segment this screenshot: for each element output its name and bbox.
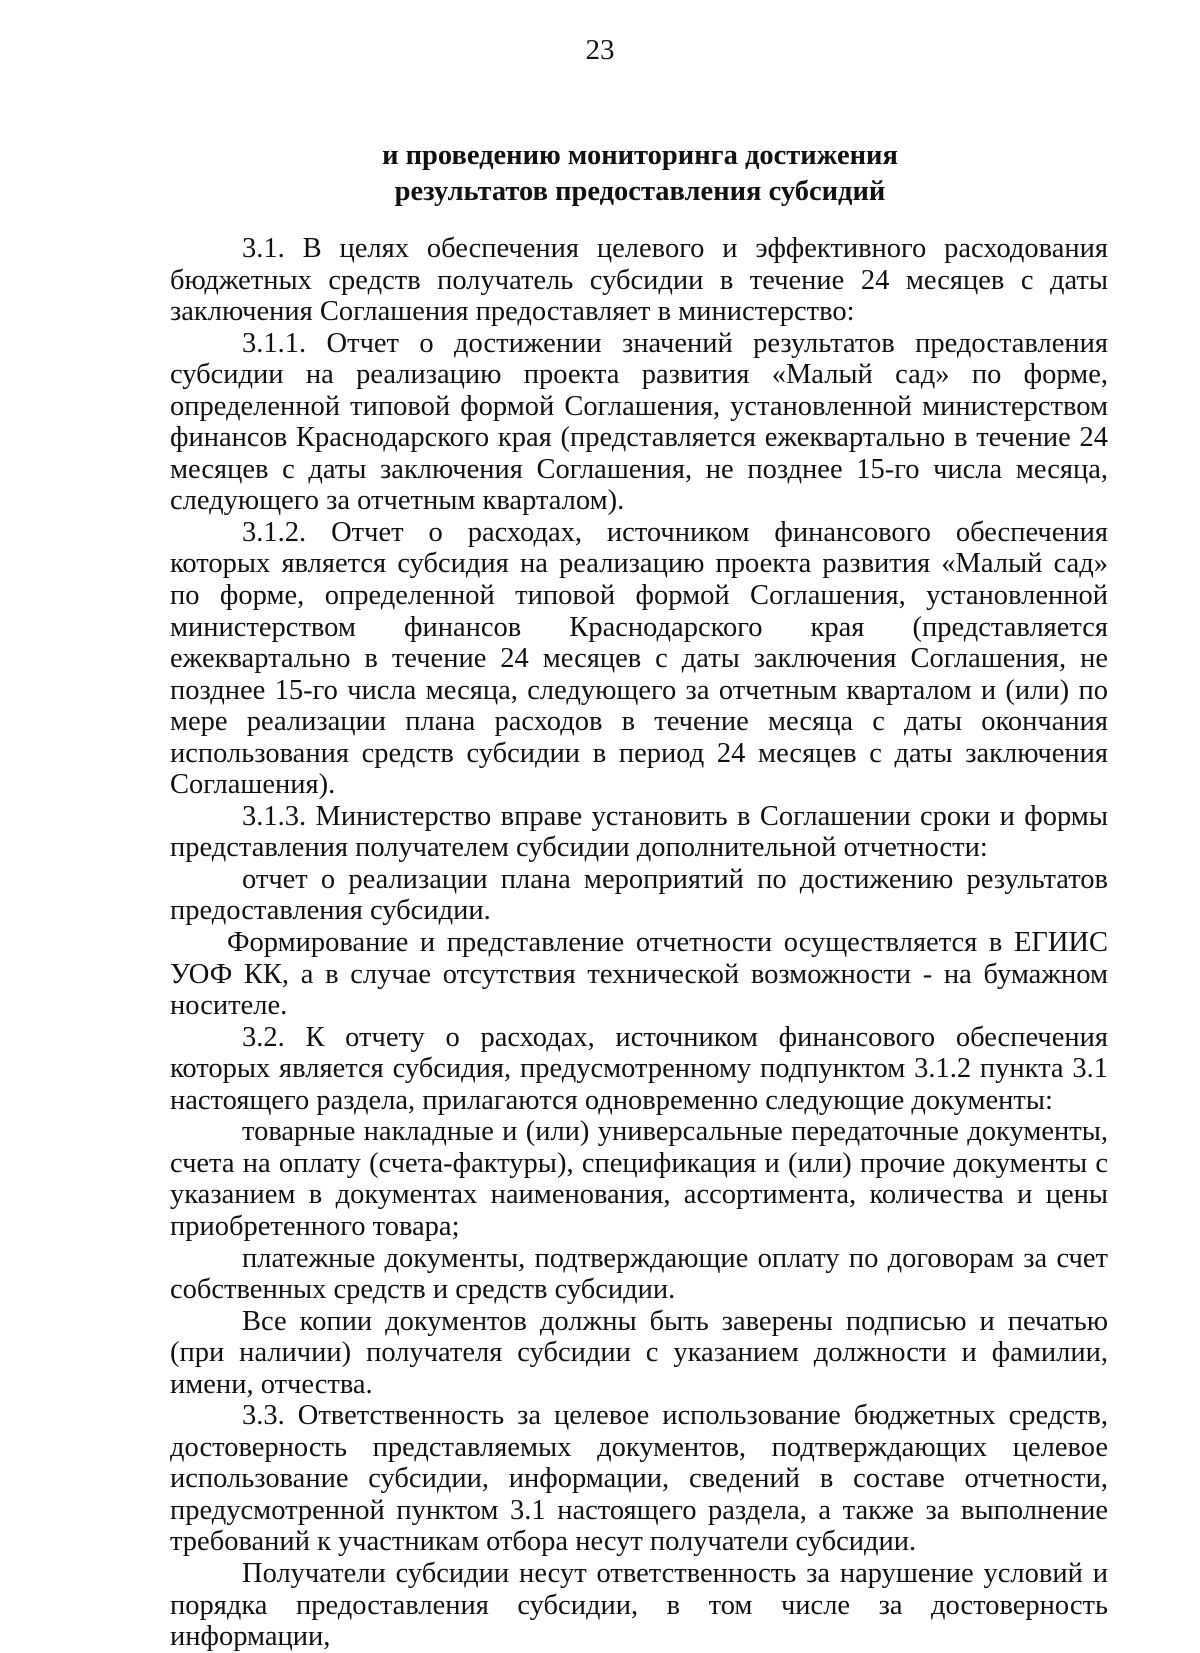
paragraph-report-item: отчет о реализации плана мероприятий по достижению результатов предоставления субсидии. xyxy=(170,863,1108,927)
paragraph-reporting-format: Формирование и представление отчетности осуществляется в ЕГИИС УОФ КК, а в случае отсутствия технической возможности - на бумажном носителе. xyxy=(170,927,1108,1022)
paragraph-3-1-3: 3.1.3. Министерство вправе установить в Соглашении сроки и формы представления получателем субсидии дополнительной отчетности: xyxy=(170,800,1108,864)
paragraph-copies-certification: Все копии документов должны быть заверены подписью и печатью (при наличии) получателя субсидии с указанием должности и фамилии, имени, отчества. xyxy=(170,1305,1108,1400)
paragraph-3-2: 3.2. К отчету о расходах, источником финансового обеспечения которых является субсидия, предусмотренному подпунктом 3.1.2 пункта 3.1 настоящего раздела, прилагаются одновременно следующие документы: xyxy=(170,1021,1108,1116)
paragraph-payment-documents: платежные документы, подтверждающие оплату по договорам за счет собственных средств и средств субсидии. xyxy=(170,1242,1108,1306)
document-body xyxy=(170,233,1108,1653)
paragraph-documents-list: товарные накладные и (или) универсальные передаточные документы, счета на оплату (счета-фактуры), спецификация и (или) прочие документы с указанием в документах наименования, ассортимента, количества и цены приобретенного товара; xyxy=(170,1116,1108,1242)
paragraph-3-1: 3.1. В целях обеспечения целевого и эффективного расходования бюджетных средств получатель субсидии в течение 24 месяцев с даты заключения Соглашения предоставляет в министерство: xyxy=(170,233,1108,328)
page-number: 23 xyxy=(585,34,615,66)
paragraph-3-1-1: 3.1.1. Отчет о достижении значений результатов предоставления субсидии на реализацию проекта развития «Малый сад» по форме, определенной типовой формой Соглашения, установленной министерством финансов Краснодарского края (представляется ежеквартально в течение 24 месяцев с даты заключения Соглашения, не позднее 15-го числа месяца, следующего за отчетным кварталом). xyxy=(170,327,1108,517)
paragraph-3-3: 3.3. Ответственность за целевое использование бюджетных средств, достоверность представляемых документов, подтверждающих целевое использование субсидии, информации, сведений в составе отчетности, предусмотренной пунктом 3.1 настоящего раздела, а также за выполнение требований к участникам отбора несут получатели субсидии. xyxy=(170,1400,1108,1558)
heading-line-1: и проведению мониторинга достижения xyxy=(382,140,898,171)
section-heading xyxy=(170,138,1110,210)
paragraph-3-1-2: 3.1.2. Отчет о расходах, источником финансового обеспечения которых является субсидия на реализацию проекта развития «Малый сад» по форме, определенной типовой формой Соглашения, установленной министерством финансов Краснодарского края (представляется ежеквартально в течение 24 месяцев с даты заключения Соглашения, не позднее 15-го числа месяца, следующего за отчетным кварталом и (или) по мере реализации плана расходов в течение месяца с даты окончания использования средств субсидии в период 24 месяцев с даты заключения Соглашения). xyxy=(170,516,1108,801)
paragraph-responsibility: Получатели субсидии несут ответственность за нарушение условий и порядка предоставления субсидии, в том числе за достоверность информации, xyxy=(170,1557,1108,1653)
heading-line-2: результатов предоставления субсидий xyxy=(394,176,886,207)
